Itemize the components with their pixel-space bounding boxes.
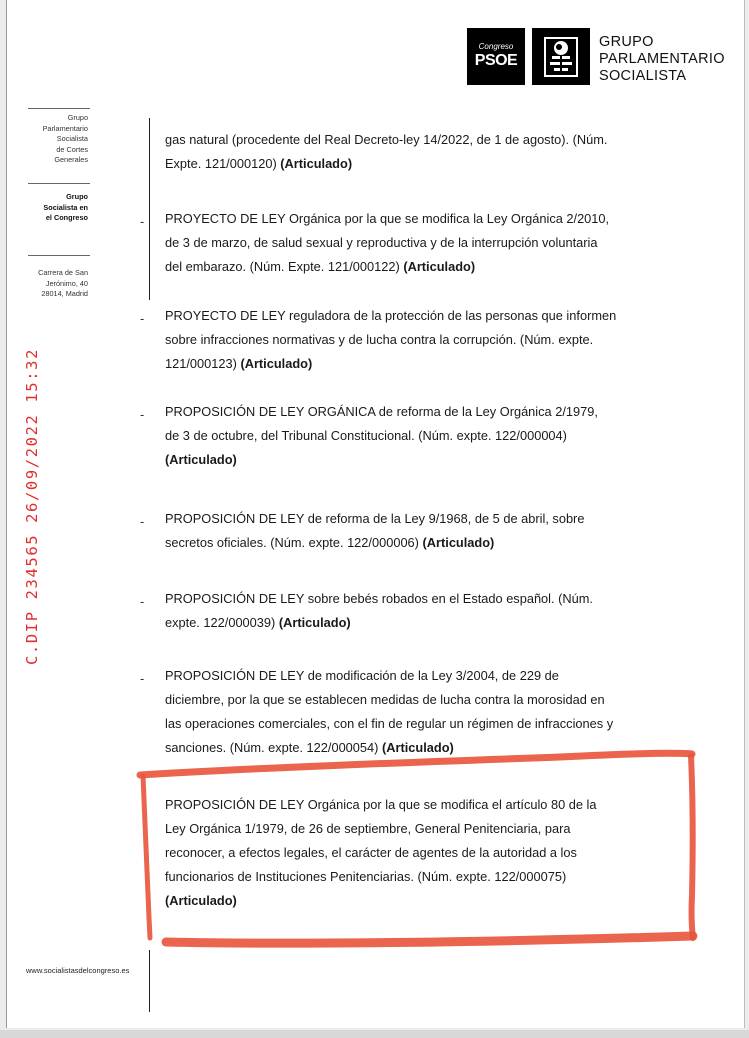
item-line: de 3 de marzo, de salud sexual y reproductiva y de la interrupción voluntaria [165, 235, 598, 250]
group-name-line-3: SOCIALISTA [599, 68, 687, 84]
list-item-text [165, 304, 641, 376]
sidebar-text: Carrera de San [38, 268, 88, 277]
item-line: de 3 de octubre, del Tribunal Constitucional. (Núm. expte. 122/000004) [165, 428, 567, 443]
item-line: reconocer, a efectos legales, el carácter de agentes de la autoridad a los [165, 845, 577, 860]
item-line: Expte. 121/000120) [165, 156, 277, 171]
item-line: gas natural (procedente del Real Decreto-ley 14/2022, de 1 de agosto). (Núm. [165, 132, 608, 147]
registry-stamp: C.DIP 234565 26/09/2022 15:32 [23, 347, 41, 665]
sidebar-text: Jerónimo, 40 [45, 278, 88, 288]
articulado-label: (Articulado) [422, 535, 495, 550]
congreso-psoe-logo [467, 28, 525, 85]
item-line: Ley Orgánica 1/1979, de 26 de septiembre, General Penitenciaria, para [165, 821, 571, 836]
list-item-text [165, 207, 641, 279]
item-line: diciembre, por la que se establecen medidas de lucha contra la morosidad en [165, 692, 605, 707]
sidebar-text: Socialista [56, 134, 88, 143]
articulado-label: (Articulado) [280, 156, 353, 171]
sidebar-divider [28, 183, 90, 184]
list-bullet-dash: - [140, 514, 145, 529]
psoe-rose-logo-icon [532, 28, 590, 85]
list-item-text [165, 400, 641, 472]
sidebar-text: de Cortes [56, 144, 88, 154]
item-line: funcionarios de Instituciones Penitenciarias. (Núm. expte. 122/000075) [165, 869, 567, 884]
sidebar-divider [28, 108, 90, 109]
list-bullet-dash: - [140, 214, 145, 229]
sidebar-divider [28, 255, 90, 256]
item-line: PROPOSICIÓN DE LEY de modificación de la Ley 3/2004, de 229 de [165, 668, 559, 683]
group-name-block [599, 34, 739, 85]
item-line: del embarazo. (Núm. Expte. 121/000122) [165, 259, 400, 274]
list-bullet-dash: - [140, 407, 145, 422]
item-line: expte. 122/000039) [165, 615, 276, 630]
item-line: PROYECTO DE LEY Orgánica por la que se modifica la Ley Orgánica 2/2010, [165, 211, 610, 226]
sidebar-vertical-rule [149, 118, 150, 300]
sidebar-text: Generales [54, 155, 88, 164]
logo-congreso-small-text: Congreso [478, 42, 514, 51]
item-line: las operaciones comerciales, con el fin de regular un régimen de infracciones y [165, 716, 614, 731]
item-line: secretos oficiales. (Núm. expte. 122/000006) [165, 535, 419, 550]
item-line: sanciones. (Núm. expte. 122/000054) [165, 740, 379, 755]
sidebar-text: el Congreso [45, 213, 88, 222]
item-line: sobre infracciones normativas y de lucha contra la corrupción. (Núm. expte. [165, 332, 594, 347]
sidebar-block-congreso [10, 192, 88, 224]
articulado-label: (Articulado) [240, 356, 313, 371]
list-item-text [165, 664, 641, 760]
group-name-line-1: GRUPO [599, 34, 654, 50]
sidebar-text: 28014, Madrid [41, 289, 88, 298]
sidebar-text: Grupo [66, 192, 88, 201]
list-item-text [165, 128, 641, 176]
articulado-label: (Articulado) [381, 740, 454, 755]
sidebar-text: Parlamentario [42, 123, 88, 133]
list-item-text [165, 587, 641, 635]
page-bottom-edge [0, 1030, 749, 1038]
footer-vertical-rule [149, 950, 150, 1012]
sidebar-text: Socialista en [43, 202, 88, 212]
item-line: PROYECTO DE LEY reguladora de la protección de las personas que informen [165, 308, 617, 323]
articulado-label: (Articulado) [403, 259, 476, 274]
articulado-label: (Articulado) [165, 452, 237, 467]
footer-website-link[interactable]: www.socialistasdelcongreso.es [26, 966, 130, 975]
item-line: PROPOSICIÓN DE LEY de reforma de la Ley 9/1968, de 5 de abril, sobre [165, 511, 585, 526]
list-bullet-dash: - [140, 671, 145, 686]
list-bullet-dash: - [140, 594, 145, 609]
item-line: PROPOSICIÓN DE LEY sobre bebés robados en el Estado español. (Núm. [165, 591, 593, 606]
logo-congreso-big-text: PSOE [474, 52, 518, 69]
item-line: PROPOSICIÓN DE LEY ORGÁNICA de reforma de la Ley Orgánica 2/1979, [165, 404, 598, 419]
sidebar-block-address [10, 268, 88, 300]
list-item-text [165, 507, 641, 555]
list-bullet-dash: - [140, 311, 145, 326]
sidebar-block-group [10, 113, 88, 166]
group-name-line-2: PARLAMENTARIO [599, 51, 725, 67]
sidebar-text: Grupo [67, 113, 88, 122]
item-line: 121/000123) [165, 356, 237, 371]
articulado-label: (Articulado) [165, 893, 237, 908]
highlighted-list-item-text [165, 793, 641, 913]
articulado-label: (Articulado) [278, 615, 351, 630]
item-line: PROPOSICIÓN DE LEY Orgánica por la que se modifica el artículo 80 de la [165, 797, 597, 812]
